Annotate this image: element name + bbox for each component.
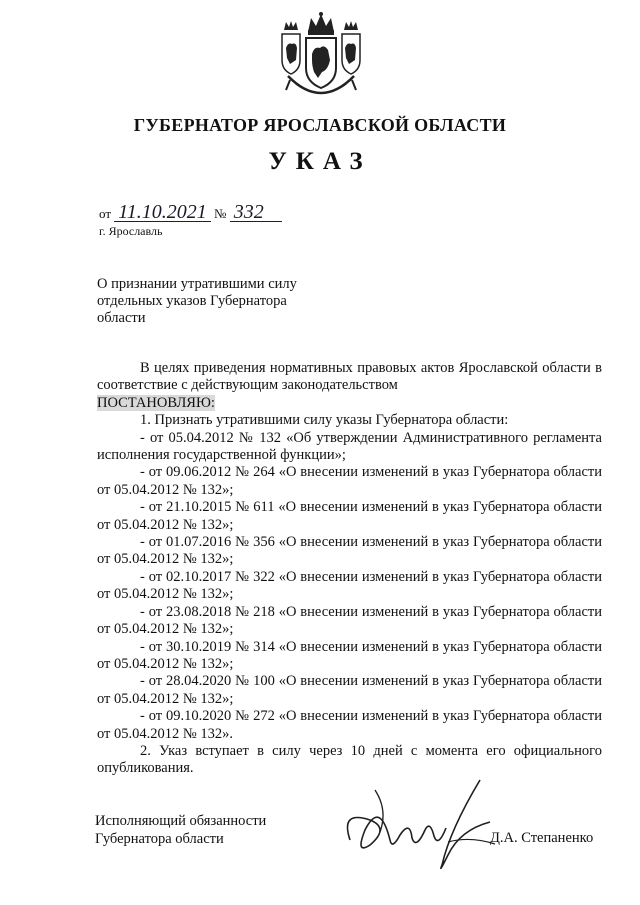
item-2: 2. Указ вступает в силу через 10 дней с момента его официального опубликования. (97, 742, 602, 777)
signer-name: Д.А. Степаненко (490, 830, 594, 846)
list-item: - от 02.10.2017 № 322 «О внесении изменений в указ Губернатора области от 05.04.2012 № 132»; (97, 568, 602, 603)
date-number-line (99, 203, 282, 222)
signer-line: Губернатора области (95, 831, 224, 847)
decree-subject (97, 276, 297, 327)
decree-body (97, 360, 602, 778)
list-item: - от 23.08.2018 № 218 «О внесении изменений в указ Губернатора области от 05.04.2012 № 132»; (97, 603, 602, 638)
governor-title: ГУБЕРНАТОР ЯРОСЛАВСКОЙ ОБЛАСТИ (133, 115, 507, 135)
list-item: - от 21.10.2015 № 611 «О внесении изменений в указ Губернатора области от 05.04.2012 № 132»; (97, 499, 602, 533)
list-item: - от 05.04.2012 № 132 «Об утверждении Административного регламента исполнения государственной функции»; (97, 429, 602, 464)
city-label: г. Ярославль (99, 224, 163, 238)
coat-of-arms-emblem (278, 10, 364, 108)
document-type: УКАЗ (268, 148, 372, 175)
signer-position (95, 812, 266, 848)
list-item: - от 09.06.2012 № 264 «О внесении изменений в указ Губернатора области от 05.04.2012 № 132»; (97, 464, 602, 498)
list-item: - от 30.10.2019 № 314 «О внесении изменений в указ Губернатора области от 05.04.2012 № 132»; (97, 638, 602, 672)
subject-line: отдельных указов Губернатора (97, 293, 287, 309)
list-item: - от 01.07.2016 № 356 «О внесении изменений в указ Губернатора области от 05.04.2012 № 132»; (97, 534, 602, 568)
intro-paragraph: В целях приведения нормативных правовых актов Ярославской области в соответствие с действующим законодательством (97, 360, 602, 394)
item-1: 1. Признать утратившими силу указы Губернатора области: (140, 412, 509, 429)
list-item: - от 09.10.2020 № 272 «О внесении изменений в указ Губернатора области от 05.04.2012 № 132». (97, 708, 602, 742)
subject-line: О признании утратившими силу (97, 276, 297, 292)
date-prefix: от (99, 206, 112, 221)
signer-line: Исполняющий обязанности (95, 813, 267, 829)
decree-word (97, 395, 602, 412)
subject-line: области (97, 310, 146, 326)
list-item: - от 28.04.2020 № 100 «О внесении изменений в указ Губернатора области от 05.04.2012 № 132»; (97, 673, 602, 707)
decree-number: 332 (230, 203, 282, 222)
number-prefix: № (214, 206, 227, 221)
decree-date: 11.10.2021 (114, 203, 211, 222)
handwritten-signature (330, 770, 500, 880)
decree-word-text: ПОСТАНОВЛЯЮ: (97, 394, 215, 411)
